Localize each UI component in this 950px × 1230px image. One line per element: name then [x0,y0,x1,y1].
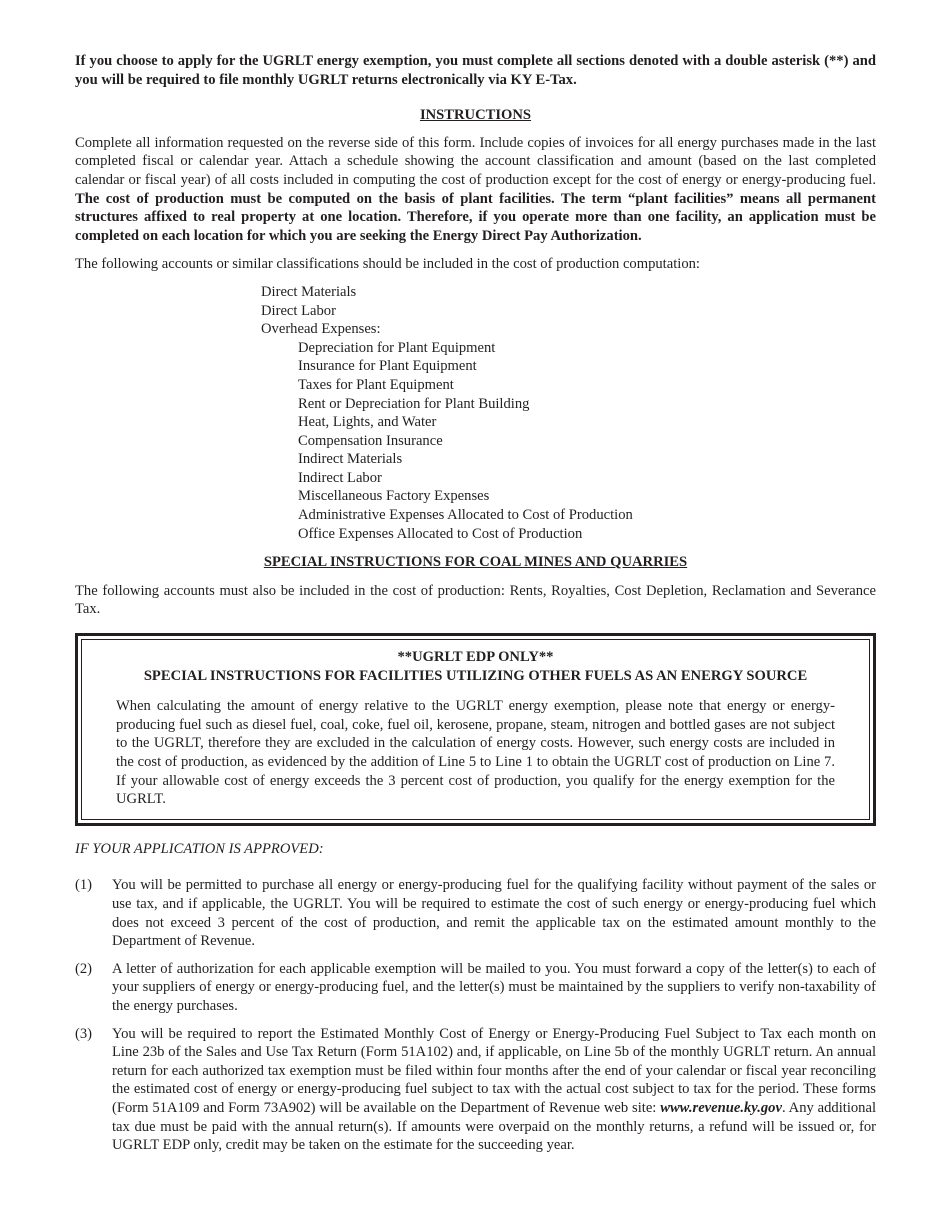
instructions-text: Complete all information requested on the reverse side of this form. Include copies of invoices for all energy purchases made in the last completed fiscal or calendar year. Attach a schedule showing the account classification and amount (based on the last completed calendar or fiscal year) of all costs included in computing the cost of production except for the cost of energy or energy-producing fuel. [75,134,876,188]
item-number: (1) [75,877,93,894]
document-page [75,52,876,1164]
overhead-item: Compensation Insurance [298,432,443,449]
account-item: Direct Materials [261,283,357,300]
approved-item [75,960,876,1016]
account-item: Direct Labor [261,302,336,319]
edp-box-inner [81,639,870,820]
account-item: Overhead Expenses: [261,321,381,338]
intro-notice: If you choose to apply for the UGRLT energy exemption, you must complete all sections denoted with a double asterisk (**) and you will be required to file monthly UGRLT returns electronically via KY E-Tax. [75,53,876,88]
accounts-intro: The following accounts or similar classifications should be included in the cost of production computation: [75,256,700,273]
overhead-item: Depreciation for Plant Equipment [298,339,496,356]
item-text: You will be permitted to purchase all energy or energy-producing fuel for the qualifying facility without payment of the sales or use tax, and if applicable, the UGRLT. You will be required to estimate the cost of such energy or energy-producing fuel which does not exceed 3 percent of the cost of production, and remit the applicable tax on the estimated amount monthly to the Department of Revenue. [112,877,876,950]
item-text: A letter of authorization for each applicable exemption will be mailed to you. You must forward a copy of the letter(s) to each of your suppliers of energy or energy-producing fuel, and the letter(s) must be maintained by the suppliers to verify non-taxability of the energy purchases. [112,960,876,1014]
edp-box [75,633,876,826]
edp-box-title: **UGRLT EDP ONLY** [397,649,554,666]
item-number: (2) [75,960,93,977]
overhead-item: Insurance for Plant Equipment [298,358,477,375]
overhead-item: Miscellaneous Factory Expenses [298,488,490,505]
instructions-heading: INSTRUCTIONS [419,107,532,124]
overhead-item: Office Expenses Allocated to Cost of Production [298,525,583,542]
instructions-paragraph [75,134,876,246]
coal-text: The following accounts must also be included in the cost of production: Rents, Royalties, Cost Depletion, Reclamation and Severance Tax. [75,582,876,618]
overhead-item: Indirect Materials [298,451,403,468]
overhead-item: Rent or Depreciation for Plant Building [298,395,530,412]
overhead-item: Administrative Expenses Allocated to Cost of Production [298,507,633,524]
edp-box-text: When calculating the amount of energy relative to the UGRLT energy exemption, please note that energy or energy-producing fuel such as diesel fuel, coal, coke, fuel oil, kerosene, propane, steam, nitrogen and bottled gases are not subject to the UGRLT, therefore they are excluded in the calculation of energy costs. However, such energy costs are included in the cost of production, as evidenced by the addition of Line 5 to Line 1 to obtain the UGRLT cost of production on Line 7. If your allowable cost of energy exceeds the 3 percent cost of production, you qualify for the energy exemption for the UGRLT. [116,698,835,808]
item-text-after: . Any additional tax due must be paid with the annual return(s). If amounts were overpaid on the monthly returns, a refund will be issued or, for UGRLT EDP only, credit may be taken on the estimate for the succeeding year. [112,1099,876,1154]
overhead-item: Indirect Labor [298,469,382,486]
accounts-list [261,283,876,543]
item-text-before: You will be required to report the Estimated Monthly Cost of Energy or Energy-Producing Fuel Subject to Tax each month on Line 23b of the Sales and Use Tax Return (Form 51A102) and, if applicable, on Line 5b of the monthly UGRLT return. An annual return for each authorized tax exemption must be filed within four months after the end of your calendar or fiscal year reconciling the estimated cost of energy or energy-producing fuel subject to tax with the actual cost subject to tax for the period. These forms (Form 51A109 and Form 73A902) will be available on the Department of Revenue web site: [112,1025,876,1116]
approved-heading: IF YOUR APPLICATION IS APPROVED: [75,840,324,857]
plant-facilities-note: The cost of production must be computed on the basis of plant facilities. The term “plant facilities” means all permanent structures affixed to real property at one location. Therefore, if you operate more than one facility, an application must be completed on each location for which you are seeking the Energy Direct Pay Authorization. [75,190,876,244]
overhead-list [298,339,876,544]
overhead-item: Taxes for Plant Equipment [298,376,454,393]
edp-box-subtitle: SPECIAL INSTRUCTIONS FOR FACILITIES UTILIZING OTHER FUELS AS AN ENERGY SOURCE [143,667,808,684]
approved-item [75,1025,876,1155]
item-number: (3) [75,1025,93,1042]
approved-item [75,876,876,950]
website-link[interactable]: www.revenue.ky.gov [660,1099,782,1116]
item-text [112,1026,876,1154]
overhead-item: Heat, Lights, and Water [298,414,437,431]
coal-heading: SPECIAL INSTRUCTIONS FOR COAL MINES AND QUARRIES [263,554,688,571]
